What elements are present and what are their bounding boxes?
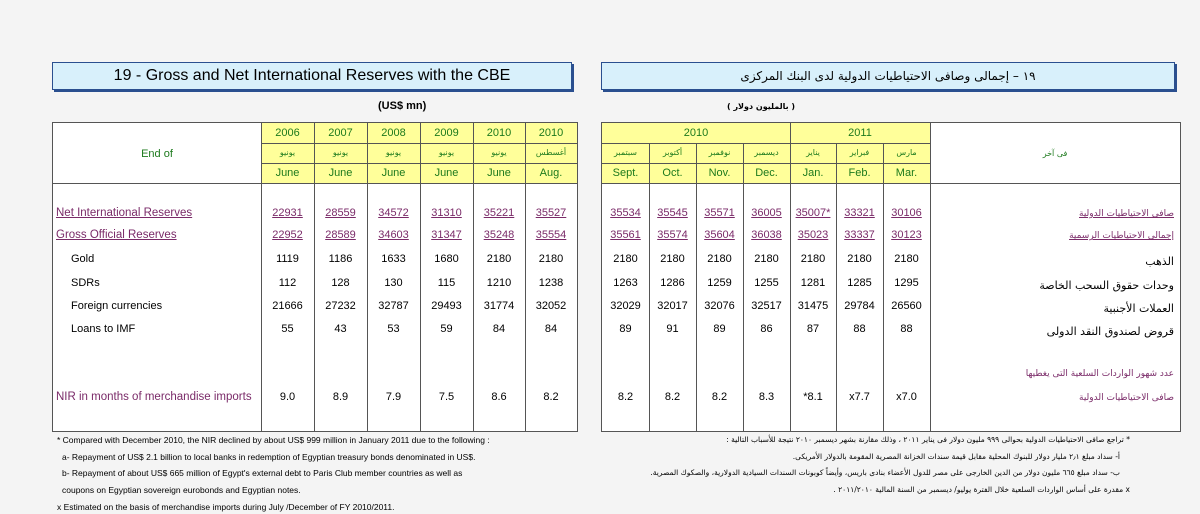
cell-value: 26560 [891,300,922,312]
cell-value[interactable]: 22952 [272,229,303,241]
row-label-ar-sdrs: وحدات حقوق السحب الخاصة [1039,279,1174,292]
month-ar: يونيو [332,148,349,157]
cell-value: 2180 [707,253,732,265]
cell-value: 2180 [486,253,512,265]
cell-value: 89 [619,323,632,335]
cell-value[interactable]: 31347 [431,229,462,241]
right-note: ب- سداد مبلغ ٦٦٥ مليون دولار من الدين الخارجى على مصر للدول الأعضاء بنادى باريس، وأيضاً كوبونات السندات السيادية الدولارية، والصكوك المصرية. [650,468,1120,477]
left-note: a- Repayment of US$ 2.1 billion to local banks in redemption of Egyptian treasury bonds denominated in US$. [62,452,476,462]
cell-value: *8.1 [803,391,823,403]
cell-value: 2180 [613,253,638,265]
cell-value: 88 [900,323,913,335]
end-of-label-ar: فى آخر [1042,149,1068,158]
month-en: Nov. [708,167,731,179]
row-label-ar-gross-reserves[interactable]: إجمالى الاحتياطيات الرسمية [1069,231,1174,241]
cell-value[interactable]: 28589 [325,229,356,241]
month-en: Aug. [539,167,563,179]
cell-value: x7.7 [849,391,870,403]
month-ar: نوفمبر [708,148,731,157]
row-label-ar-net-reserves[interactable]: صافى الاحتياطيات الدولية [1079,209,1174,219]
cell-value: 31475 [797,300,829,312]
left-note: b- Repayment of about US$ 665 million of Egypt's external debt to Paris Club member countries as well as [62,468,463,478]
cell-value: 130 [384,277,403,289]
cell-value[interactable]: 35248 [483,229,515,241]
cell-value[interactable]: 35221 [483,207,515,219]
cell-value[interactable]: 28559 [325,207,356,219]
cell-value: 1285 [847,277,872,289]
row-label-ar-loans-imf: قروض لصندوق النقد الدولى [1046,325,1174,338]
cell-value: 1119 [276,253,299,265]
end-of-label: End of [141,148,173,160]
cell-value[interactable]: 35527 [535,207,567,219]
row-label-nir-months: NIR in months of merchandise imports [56,391,252,403]
year-2009: 2009 [434,127,459,139]
cell-value: x7.0 [896,391,917,403]
year-2010-june: 2010 [486,127,512,139]
year-group-2011: 2011 [848,127,872,139]
cell-value: 8.9 [332,391,349,403]
cell-value: 128 [331,277,350,289]
cell-value[interactable]: 34603 [378,229,409,241]
cell-value: 1286 [660,277,685,289]
right-note: * تراجع صافى الاحتياطيات الدولية بحوالى ٩٩٩ مليون دولار فى يناير ٢٠١١ ، وذلك مقارنة بشهر ديسمبر ٢٠١٠ نتيجة للأسباب التالية : [726,435,1130,444]
left-note: * Compared with December 2010, the NIR declined by about US$ 999 million in January 2011 due to the following : [57,435,490,445]
month-en: Feb. [848,167,871,179]
month-ar: مارس [896,148,917,157]
cell-value: 1238 [538,277,564,289]
year-2010-aug: 2010 [538,127,564,139]
month-ar: يونيو [491,148,507,157]
cell-value: 115 [437,277,456,289]
cell-value: 27232 [325,300,356,312]
left-table [52,122,578,432]
cell-value: 1281 [800,277,826,289]
year-group-2010: 2010 [683,127,709,139]
cell-value[interactable]: 33321 [844,207,875,219]
cell-value: 32029 [610,300,641,312]
cell-value: 86 [760,323,773,335]
cell-value[interactable]: 35545 [657,207,688,219]
cell-value: 1210 [486,277,512,289]
cell-value: 88 [853,323,866,335]
cell-value[interactable]: 31310 [431,207,462,219]
cell-value: 7.9 [385,391,402,403]
left-unit: (US$ mn) [378,100,427,112]
cell-value[interactable]: 34572 [378,207,409,219]
cell-value: 1259 [707,277,732,289]
month-en: June [434,167,459,179]
cell-value: 89 [713,323,726,335]
cell-value: 53 [387,323,400,335]
cell-value[interactable]: 35023 [797,229,829,241]
cell-value: 8.3 [758,391,775,403]
cell-value: 29493 [431,300,462,312]
row-label-ar-nir-1: عدد شهور الواردات السلعية التى يغطيها [1025,369,1174,379]
right-note: x مقدرة على أساس الواردات السلعية خلال الفترة يوليو/ ديسمبر من السنة المالية ٢٠١١/٢٠١٠ . [833,485,1130,494]
cell-value: 1255 [754,277,779,289]
right-unit: ( بالمليون دولار ) [727,102,796,111]
cell-value: 43 [334,323,347,335]
cell-value: 84 [544,323,558,335]
month-en: June [275,167,300,179]
cell-value: 2180 [754,253,779,265]
cell-value: 1633 [381,253,406,265]
cell-value: 55 [281,323,294,335]
cell-value: 8.2 [664,391,681,403]
cell-value[interactable]: 35534 [610,207,641,219]
cell-value[interactable]: 35571 [704,207,735,219]
month-en: June [487,167,511,179]
cell-value: 32076 [704,300,735,312]
month-en: June [328,167,353,179]
cell-value[interactable]: 33337 [844,229,875,241]
month-ar: سبتمبر [614,148,637,157]
row-label-foreign-currencies: Foreign currencies [71,300,163,312]
cell-value: 1186 [328,253,353,265]
cell-value: 32052 [535,300,567,312]
cell-value[interactable]: 30106 [891,207,922,219]
month-en: Jan. [802,167,824,179]
month-ar: فبراير [849,148,870,157]
cell-value[interactable]: 22931 [272,207,303,219]
cell-value: 32017 [657,300,688,312]
cell-value: 2180 [538,253,564,265]
month-en: Oct. [662,167,683,179]
row-label-ar-nir-2: صافى الاحتياطيات الدولية [1079,393,1174,403]
cell-value: 7.5 [438,391,455,403]
cell-value: 8.6 [491,391,507,403]
cell-value[interactable]: 35554 [535,229,567,241]
cell-value[interactable]: 30123 [891,229,922,241]
cell-value: 91 [666,323,679,335]
cell-value: 8.2 [617,391,634,403]
right-title: ١٩ – إجمالى وصافى الاحتياطيات الدولية لدى البنك المركزى [601,62,1175,90]
cell-value: 29784 [844,300,875,312]
row-label-gross-official-reserves[interactable]: Gross Official Reserves [56,229,177,241]
cell-value: 32517 [751,300,782,312]
cell-value: 8.2 [543,391,559,403]
right-note: أ- سداد مبلغ ٢٫١ مليار دولار للبنوك المحلية مقابل قيمة سندات الخزانة المصرية المقومة بالدولار الأمريكى. [792,452,1120,461]
row-label-sdrs: SDRs [71,277,100,289]
year-2006: 2006 [275,127,300,139]
right-table [601,122,1181,432]
left-note: x Estimated on the basis of merchandise imports during July /December of FY 2010/2011. [57,502,395,512]
cell-value[interactable]: 35574 [657,229,688,241]
cell-value: 2180 [800,253,826,265]
month-en: Sept. [612,167,639,179]
month-ar: أغسطس [535,148,567,157]
cell-value: 1263 [613,277,638,289]
cell-value: 32787 [378,300,409,312]
cell-value: 87 [806,323,820,335]
month-ar: يناير [806,148,820,157]
row-label-loans-to-imf: Loans to IMF [71,323,136,335]
row-label-gold: Gold [71,253,95,265]
cell-value: 9.0 [279,391,296,403]
month-ar: أكتوبر [662,148,683,157]
month-ar: ديسمبر [754,148,779,157]
cell-value: 8.2 [711,391,728,403]
cell-value[interactable]: 35007* [795,207,831,219]
month-ar: يونيو [385,148,402,157]
cell-value: 2180 [847,253,872,265]
month-en: Mar. [895,167,918,179]
cell-value: 112 [278,277,297,289]
cell-value[interactable]: 35604 [704,229,735,241]
year-2008: 2008 [381,127,406,139]
month-ar: يونيو [438,148,455,157]
left-note: coupons on Egyptian sovereign eurobonds and Egyptian notes. [62,485,301,495]
month-en: June [381,167,406,179]
cell-value: 31774 [483,300,515,312]
cell-value[interactable]: 36038 [751,229,782,241]
row-label-net-international-reserves[interactable]: Net International Reserves [56,207,193,219]
month-ar: يونيو [279,148,296,157]
cell-value: 1295 [894,277,919,289]
cell-value[interactable]: 35561 [610,229,641,241]
row-label-ar-foreign-currencies: العملات الأجنبية [1103,302,1174,315]
year-2007: 2007 [328,127,353,139]
cell-value: 59 [440,323,453,335]
cell-value: 1680 [434,253,459,265]
row-label-ar-gold: الذهب [1145,255,1174,268]
cell-value: 84 [492,323,506,335]
cell-value: 21666 [272,300,303,312]
cell-value[interactable]: 36005 [751,207,782,219]
month-en: Dec. [755,167,778,179]
left-title: 19 - Gross and Net International Reserves with the CBE [52,62,572,90]
cell-value: 2180 [660,253,685,265]
cell-value: 2180 [894,253,919,265]
